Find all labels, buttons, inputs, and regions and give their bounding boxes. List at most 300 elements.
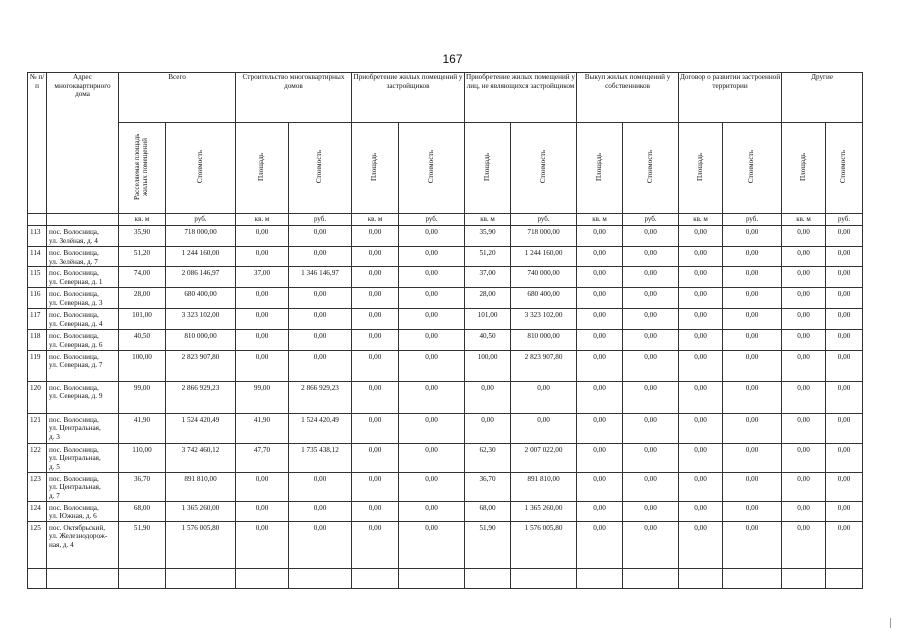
- cell-cost: 0,00: [289, 309, 352, 330]
- empty-cell: [782, 568, 826, 588]
- row-address: [47, 350, 119, 381]
- header-sub-area: Площадь: [577, 123, 623, 214]
- address-line: ул. Южная, д. 6: [49, 512, 97, 521]
- cell-cost: 0,00: [826, 472, 863, 501]
- row-number: 120: [28, 381, 47, 413]
- row-number: 117: [28, 309, 47, 330]
- cell-area: 110,00: [119, 443, 166, 472]
- cell-cost: 0,00: [511, 381, 577, 413]
- cell-area: 40,50: [465, 330, 511, 350]
- cell-area: 0,00: [236, 330, 289, 350]
- cell-cost: 0,00: [289, 288, 352, 309]
- table-row: [28, 350, 863, 381]
- cell-cost: 0,00: [723, 309, 782, 330]
- header-group-non-developers: Приобретение жилых помещений у лиц, не являющихся застройщиком: [465, 73, 577, 123]
- cell-cost: 0,00: [826, 267, 863, 288]
- cell-cost: 0,00: [399, 330, 465, 350]
- empty-cell: [352, 568, 399, 588]
- unit-area: кв. м: [465, 214, 511, 226]
- empty-cell: [623, 568, 679, 588]
- empty-cell: [28, 568, 47, 588]
- address-line: пос. Волосница,: [49, 352, 99, 361]
- cell-area: 0,00: [236, 309, 289, 330]
- empty-cell: [826, 568, 863, 588]
- row-number: 118: [28, 330, 47, 350]
- cell-area: 0,00: [782, 330, 826, 350]
- row-address: [47, 247, 119, 267]
- cell-cost: 0,00: [289, 521, 352, 568]
- units-empty-cell: [47, 214, 119, 226]
- cell-cost: 0,00: [289, 330, 352, 350]
- header-sub-cost: Стоимость: [399, 123, 465, 214]
- cell-cost: 0,00: [723, 330, 782, 350]
- cell-area: 0,00: [352, 309, 399, 330]
- cell-area: 28,00: [119, 288, 166, 309]
- resettlement-table: [27, 72, 863, 589]
- header-sub-area: Площадь: [236, 123, 289, 214]
- cell-area: 0,00: [577, 443, 623, 472]
- cell-area: 100,00: [465, 350, 511, 381]
- cell-cost: 0,00: [723, 226, 782, 247]
- cell-cost: 2 823 907,80: [166, 350, 236, 381]
- row-number: 115: [28, 267, 47, 288]
- cell-cost: 0,00: [399, 501, 465, 521]
- address-line: ул. Северная, д. 3: [49, 298, 103, 307]
- table-row: [28, 443, 863, 472]
- empty-cell: [119, 568, 166, 588]
- cell-cost: 2 086 146,97: [166, 267, 236, 288]
- cell-cost: 0,00: [289, 501, 352, 521]
- address-line: ул. Северная, д. 6: [49, 340, 103, 349]
- cell-area: 0,00: [465, 381, 511, 413]
- address-line: ул. Северная, д. 4: [49, 319, 103, 328]
- table-row: [28, 381, 863, 413]
- table-row: [28, 247, 863, 267]
- cell-area: 0,00: [352, 443, 399, 472]
- unit-area: кв. м: [782, 214, 826, 226]
- cell-area: 0,00: [679, 350, 723, 381]
- address-line: ул. Северная, д. 9: [49, 392, 103, 401]
- header-sub-area: Площадь: [465, 123, 511, 214]
- cell-area: 0,00: [782, 413, 826, 443]
- header-sub-cost: Стоимость: [723, 123, 782, 214]
- header-sub-row: [28, 123, 863, 214]
- cell-area: 0,00: [782, 443, 826, 472]
- table-row: [28, 330, 863, 350]
- header-groups-row: [28, 73, 863, 123]
- row-address: [47, 288, 119, 309]
- address-line: пос. Волосница,: [49, 249, 99, 257]
- table-row: [28, 226, 863, 247]
- cell-area: 0,00: [577, 350, 623, 381]
- cell-cost: 0,00: [289, 226, 352, 247]
- row-number: 124: [28, 501, 47, 521]
- cell-area: 35,90: [465, 226, 511, 247]
- header-address: Адрес многоквартирного дома: [47, 73, 119, 214]
- empty-cell: [465, 568, 511, 588]
- row-address: [47, 309, 119, 330]
- cell-cost: 0,00: [826, 330, 863, 350]
- cell-cost: 891 810,00: [166, 472, 236, 501]
- cell-area: 0,00: [679, 309, 723, 330]
- address-line: ул. Северная, д. 1: [49, 277, 103, 286]
- cell-area: 68,00: [119, 501, 166, 521]
- cell-area: 0,00: [236, 247, 289, 267]
- cell-cost: 0,00: [623, 381, 679, 413]
- row-address: [47, 413, 119, 443]
- scan-mark: [890, 618, 891, 628]
- address-line: д. 7: [49, 491, 60, 500]
- cell-area: 51,90: [465, 521, 511, 568]
- cell-area: 0,00: [782, 247, 826, 267]
- cell-cost: 1 524 420,49: [289, 413, 352, 443]
- header-group-construction: Строительство многоквартирных домов: [236, 73, 352, 123]
- unit-area: кв. м: [236, 214, 289, 226]
- cell-cost: 0,00: [826, 381, 863, 413]
- address-line: пос. Волосница,: [49, 332, 99, 341]
- cell-area: 0,00: [679, 330, 723, 350]
- cell-area: 62,30: [465, 443, 511, 472]
- address-line: ул. Северная, д. 7: [49, 361, 103, 370]
- cell-area: 0,00: [577, 521, 623, 568]
- cell-cost: 1 365 260,00: [511, 501, 577, 521]
- cell-area: 0,00: [352, 226, 399, 247]
- cell-area: 0,00: [782, 521, 826, 568]
- cell-cost: 0,00: [723, 521, 782, 568]
- cell-area: 0,00: [782, 288, 826, 309]
- cell-area: 47,70: [236, 443, 289, 472]
- cell-area: 0,00: [577, 381, 623, 413]
- empty-cell: [577, 568, 623, 588]
- row-number: 113: [28, 226, 47, 247]
- cell-area: 51,90: [119, 521, 166, 568]
- cell-cost: 0,00: [623, 226, 679, 247]
- empty-cell: [236, 568, 289, 588]
- cell-area: 0,00: [782, 350, 826, 381]
- cell-cost: 2 823 907,80: [511, 350, 577, 381]
- table-row: [28, 267, 863, 288]
- page-number: 167: [442, 52, 463, 66]
- cell-area: 74,00: [119, 267, 166, 288]
- cell-cost: 0,00: [826, 501, 863, 521]
- cell-area: 101,00: [119, 309, 166, 330]
- empty-cell: [47, 568, 119, 588]
- header-sub-cost: Стоимость: [289, 123, 352, 214]
- cell-area: 100,00: [119, 350, 166, 381]
- cell-cost: 0,00: [289, 350, 352, 381]
- cell-area: 0,00: [577, 472, 623, 501]
- cell-cost: 0,00: [399, 247, 465, 267]
- cell-area: 51,20: [465, 247, 511, 267]
- cell-area: 0,00: [679, 226, 723, 247]
- cell-area: 0,00: [679, 288, 723, 309]
- cell-area: 0,00: [679, 381, 723, 413]
- cell-area: 0,00: [352, 413, 399, 443]
- cell-cost: 0,00: [723, 247, 782, 267]
- cell-cost: 0,00: [289, 247, 352, 267]
- address-line: ул. Центральная,: [49, 424, 101, 433]
- cell-cost: 1 346 146,97: [289, 267, 352, 288]
- cell-area: 41,90: [236, 413, 289, 443]
- cell-area: 28,00: [465, 288, 511, 309]
- cell-area: 0,00: [236, 501, 289, 521]
- cell-cost: 0,00: [723, 472, 782, 501]
- cell-cost: 1 365 260,00: [166, 501, 236, 521]
- row-address: [47, 381, 119, 413]
- unit-area: кв. м: [577, 214, 623, 226]
- cell-cost: 0,00: [399, 309, 465, 330]
- cell-area: 0,00: [352, 472, 399, 501]
- header-group-developers: Приобретение жилых помещений у застройщиков: [352, 73, 465, 123]
- cell-area: 99,00: [236, 381, 289, 413]
- cell-cost: 680 400,00: [166, 288, 236, 309]
- cell-area: 0,00: [577, 226, 623, 247]
- cell-cost: 0,00: [723, 381, 782, 413]
- row-address: [47, 330, 119, 350]
- cell-area: 0,00: [782, 309, 826, 330]
- table-row: [28, 309, 863, 330]
- address-line: пос. Волосница,: [49, 383, 99, 392]
- cell-area: 0,00: [236, 521, 289, 568]
- table-row: [28, 521, 863, 568]
- cell-cost: 2 007 022,00: [511, 443, 577, 472]
- cell-area: 0,00: [782, 226, 826, 247]
- cell-cost: 0,00: [623, 472, 679, 501]
- cell-cost: 0,00: [623, 247, 679, 267]
- address-line: ул. Центральная,: [49, 483, 101, 492]
- cell-area: 0,00: [577, 330, 623, 350]
- cell-area: 0,00: [352, 267, 399, 288]
- cell-area: 0,00: [577, 309, 623, 330]
- cell-cost: 0,00: [826, 443, 863, 472]
- cell-area: 0,00: [352, 501, 399, 521]
- header-sub-cost: Стоимость: [826, 123, 863, 214]
- cell-cost: 0,00: [289, 472, 352, 501]
- cell-cost: 0,00: [399, 443, 465, 472]
- header-sub-cost: Стоимость: [166, 123, 236, 214]
- cell-area: 0,00: [352, 247, 399, 267]
- cell-cost: 0,00: [623, 330, 679, 350]
- cell-area: 0,00: [236, 288, 289, 309]
- unit-cost: руб.: [511, 214, 577, 226]
- address-line: пос. Волосница,: [49, 445, 99, 454]
- cell-cost: 810 000,00: [166, 330, 236, 350]
- cell-area: 0,00: [782, 381, 826, 413]
- cell-cost: 0,00: [826, 413, 863, 443]
- cell-area: 0,00: [679, 267, 723, 288]
- cell-area: 0,00: [577, 247, 623, 267]
- address-line: пос. Волосница,: [49, 269, 99, 278]
- cell-cost: 1 576 005,80: [511, 521, 577, 568]
- header-sub-area-total: Расселяемая площадь жилых помещений: [119, 123, 166, 214]
- table-row: [28, 501, 863, 521]
- cell-cost: 0,00: [826, 247, 863, 267]
- cell-cost: 718 000,00: [166, 226, 236, 247]
- cell-cost: 1 244 160,00: [166, 247, 236, 267]
- cell-area: 0,00: [236, 472, 289, 501]
- cell-area: 68,00: [465, 501, 511, 521]
- cell-cost: 0,00: [826, 226, 863, 247]
- empty-cell: [511, 568, 577, 588]
- row-address: [47, 267, 119, 288]
- address-line: пос. Волосница,: [49, 290, 99, 299]
- cell-area: 0,00: [352, 381, 399, 413]
- address-line: пос. Волосница,: [49, 311, 99, 320]
- cell-cost: 718 000,00: [511, 226, 577, 247]
- cell-cost: 0,00: [399, 381, 465, 413]
- cell-area: 0,00: [782, 267, 826, 288]
- cell-cost: 810 000,00: [511, 330, 577, 350]
- empty-cell: [679, 568, 723, 588]
- cell-cost: 891 810,00: [511, 472, 577, 501]
- cell-area: 0,00: [782, 501, 826, 521]
- cell-cost: 0,00: [623, 413, 679, 443]
- header-group-total: Всего: [119, 73, 236, 123]
- address-line: пос. Октябрьский,: [49, 523, 106, 532]
- address-line: пос. Волосница,: [49, 415, 99, 424]
- empty-cell: [166, 568, 236, 588]
- header-sub-cost: Стоимость: [511, 123, 577, 214]
- address-line: ная, д. 4: [49, 541, 74, 550]
- header-sub-area: Площадь: [782, 123, 826, 214]
- header-sub-cost: Стоимость: [623, 123, 679, 214]
- cell-area: 0,00: [352, 521, 399, 568]
- cell-cost: 0,00: [623, 267, 679, 288]
- row-address: [47, 443, 119, 472]
- unit-cost: руб.: [623, 214, 679, 226]
- cell-area: 0,00: [236, 226, 289, 247]
- cell-cost: 0,00: [399, 350, 465, 381]
- cell-area: 37,00: [236, 267, 289, 288]
- row-number: 122: [28, 443, 47, 472]
- table-row: [28, 413, 863, 443]
- cell-area: 41,90: [119, 413, 166, 443]
- header-group-buyout: Выкуп жилых помещений у собственников: [577, 73, 679, 123]
- unit-cost: руб.: [399, 214, 465, 226]
- cell-area: 40,50: [119, 330, 166, 350]
- cell-cost: 1 735 438,12: [289, 443, 352, 472]
- address-line: пос. Волосница,: [49, 503, 99, 512]
- cell-cost: 1 576 005,80: [166, 521, 236, 568]
- cell-area: 0,00: [465, 413, 511, 443]
- table-tail-row: [28, 568, 863, 588]
- unit-cost: руб.: [826, 214, 863, 226]
- address-line: ул. Центральная,: [49, 454, 101, 463]
- row-address: [47, 521, 119, 568]
- cell-cost: 3 323 102,00: [166, 309, 236, 330]
- cell-cost: 0,00: [723, 350, 782, 381]
- header-sub-area: Площадь: [352, 123, 399, 214]
- row-number: 123: [28, 472, 47, 501]
- row-address: [47, 472, 119, 501]
- units-row: [28, 214, 863, 226]
- row-number: 116: [28, 288, 47, 309]
- cell-area: 0,00: [679, 501, 723, 521]
- table-row: [28, 472, 863, 501]
- address-line: пос. Волосница,: [49, 228, 99, 236]
- row-number: 121: [28, 413, 47, 443]
- cell-area: 99,00: [119, 381, 166, 413]
- cell-area: 0,00: [679, 413, 723, 443]
- row-number: 125: [28, 521, 47, 568]
- cell-cost: 2 866 929,23: [289, 381, 352, 413]
- cell-cost: 0,00: [399, 521, 465, 568]
- cell-area: 0,00: [679, 521, 723, 568]
- cell-cost: 0,00: [511, 413, 577, 443]
- table-row: [28, 288, 863, 309]
- cell-cost: 1 524 420,49: [166, 413, 236, 443]
- cell-area: 0,00: [577, 288, 623, 309]
- unit-area: кв. м: [679, 214, 723, 226]
- address-line: д. 5: [49, 462, 60, 471]
- empty-cell: [723, 568, 782, 588]
- row-address: [47, 226, 119, 247]
- address-line: д. 3: [49, 432, 60, 441]
- unit-area: кв. м: [352, 214, 399, 226]
- cell-cost: 0,00: [399, 472, 465, 501]
- cell-area: 35,90: [119, 226, 166, 247]
- unit-cost: руб.: [166, 214, 236, 226]
- cell-cost: 0,00: [623, 521, 679, 568]
- cell-area: 0,00: [577, 413, 623, 443]
- cell-cost: 0,00: [399, 226, 465, 247]
- cell-area: 0,00: [236, 350, 289, 381]
- cell-cost: 0,00: [723, 413, 782, 443]
- unit-cost: руб.: [289, 214, 352, 226]
- address-line: ул. Зелёная, д. 4: [49, 236, 98, 245]
- cell-cost: 0,00: [623, 501, 679, 521]
- cell-cost: 680 400,00: [511, 288, 577, 309]
- cell-cost: 740 000,00: [511, 267, 577, 288]
- row-number: 119: [28, 350, 47, 381]
- cell-area: 0,00: [352, 350, 399, 381]
- cell-area: 0,00: [679, 472, 723, 501]
- cell-cost: 0,00: [723, 443, 782, 472]
- cell-cost: 0,00: [399, 413, 465, 443]
- address-line: пос. Волосница,: [49, 474, 99, 483]
- cell-area: 0,00: [782, 472, 826, 501]
- cell-area: 101,00: [465, 309, 511, 330]
- cell-area: 37,00: [465, 267, 511, 288]
- cell-area: 0,00: [352, 330, 399, 350]
- cell-cost: 2 866 929,23: [166, 381, 236, 413]
- row-number: 114: [28, 247, 47, 267]
- header-group-development-contract: Договор о развитии застроенной территории: [679, 73, 782, 123]
- cell-cost: 0,00: [399, 267, 465, 288]
- cell-area: 0,00: [577, 267, 623, 288]
- cell-cost: 1 244 160,00: [511, 247, 577, 267]
- empty-cell: [399, 568, 465, 588]
- cell-cost: 0,00: [723, 288, 782, 309]
- cell-cost: 0,00: [723, 267, 782, 288]
- cell-area: 0,00: [577, 501, 623, 521]
- header-number: № п/п: [28, 73, 47, 214]
- unit-cost: руб.: [723, 214, 782, 226]
- cell-area: 0,00: [679, 247, 723, 267]
- cell-cost: 3 742 460,12: [166, 443, 236, 472]
- cell-cost: 0,00: [623, 443, 679, 472]
- cell-cost: 0,00: [623, 350, 679, 381]
- cell-area: 36,70: [119, 472, 166, 501]
- cell-cost: 0,00: [623, 288, 679, 309]
- address-line: ул. Железнодорож-: [49, 532, 108, 541]
- cell-cost: 0,00: [826, 350, 863, 381]
- cell-area: 0,00: [679, 443, 723, 472]
- address-line: ул. Зелёная, д. 7: [49, 257, 98, 266]
- cell-area: 0,00: [352, 288, 399, 309]
- cell-cost: 0,00: [623, 309, 679, 330]
- empty-cell: [289, 568, 352, 588]
